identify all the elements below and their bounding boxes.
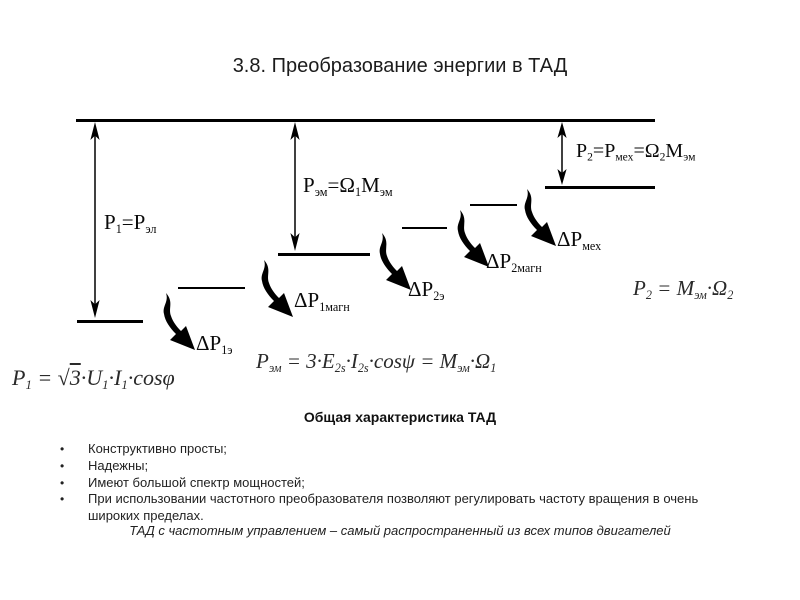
label-dp1mag: $\Delta P_{1магн}$	[294, 288, 350, 314]
list-item	[60, 458, 736, 475]
bullet-icon: •	[60, 475, 65, 490]
label-dp2e: $\Delta P_{2э}$	[408, 277, 445, 303]
list-item-text: Конструктивно просты;	[88, 441, 227, 456]
list-item-text: При использовании частотного преобразователя позволяют регулировать частоту вращения в очень широких пределах.	[88, 491, 699, 524]
loss-arrow-icon	[450, 210, 490, 268]
bullet-list	[60, 441, 736, 525]
formula-p1: $P_1 = √3\cdot U_1\cdot I_1\cdot\cos\varphi$	[12, 365, 175, 393]
bullet-icon: •	[60, 492, 65, 507]
pem-double-arrow-icon	[288, 122, 302, 251]
power-level-line	[77, 320, 143, 323]
label-dp1e: $\Delta P_{1э}$	[196, 331, 233, 357]
list-item-text: Надежны;	[88, 457, 149, 473]
power-level-line	[470, 204, 517, 206]
list-item	[60, 475, 736, 492]
bullet-icon: •	[60, 442, 65, 456]
footer-note: ТАД с частотным управлением – самый распространенный из всех типов двигателей	[129, 523, 671, 538]
list-item	[60, 441, 736, 458]
formula-p2: $P_2 = M_{эм}\cdot\Omega_2$	[633, 276, 734, 302]
power-level-line	[278, 253, 370, 256]
label-pem: $P_{эм}=\Omega_1M_{эм}$	[303, 173, 393, 199]
loss-arrow-icon	[372, 233, 412, 291]
loss-arrow-icon	[517, 189, 557, 247]
list-item	[60, 491, 736, 525]
power-level-line	[402, 227, 447, 229]
loss-arrow-icon	[254, 260, 294, 318]
label-dpmech: $\Delta P_{мех}$	[557, 227, 602, 253]
p1-double-arrow-icon	[88, 122, 102, 318]
loss-arrow-icon	[156, 293, 196, 351]
page-title: 3.8. Преобразование энергии в ТАД	[232, 55, 568, 77]
formula-pem: $P_{эм} = 3\cdot E_{2s}\cdot I_{2s}\cdot\cos\psi = M_{эм}\cdot\Omega_1$	[256, 349, 497, 375]
section-heading: Общая характеристика ТАД	[303, 409, 497, 425]
label-p1: $P_1=P_{эл}$	[104, 210, 157, 236]
output-power-line	[545, 186, 655, 189]
list-item-text: Имеют большой спектр мощностей;	[88, 474, 305, 490]
label-dp2mag: $\Delta P_{2магн}$	[486, 249, 542, 275]
bullet-icon: •	[60, 458, 65, 473]
power-level-line	[178, 287, 245, 289]
p2-double-arrow-icon	[555, 122, 569, 185]
label-p2: $P_2=P_{мех}=\Omega_2M_{эм}$	[576, 140, 696, 164]
